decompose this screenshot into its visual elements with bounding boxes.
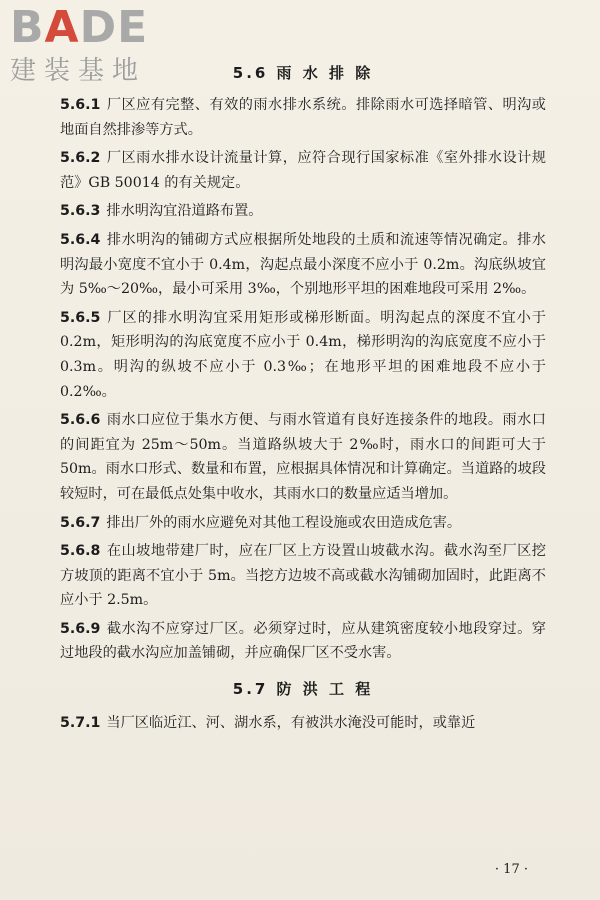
- clause-5-6-5: 5.6.5 厂区的排水明沟宜采用矩形或梯形断面。明沟起点的深度不宜小于 0.2m，矩形明沟的沟底宽度不应小于 0.4m，梯形明沟的沟底宽度不应小于 0.3m。明沟的纵坡不应小于 0.3‰；在地形平坦的困难地段不应小于 0.2‰。: [60, 309, 546, 400]
- section-title-5-6: 5.6 雨 水 排 除: [232, 64, 374, 82]
- clause-5-6-8: 5.6.8 在山坡地带建厂时，应在厂区上方设置山坡截水沟。截水沟至厂区挖方坡顶的距离不宜小于 5m。当挖方边坡不高或截水沟铺砌加固时，此距离不应小于 2.5m。: [60, 543, 546, 609]
- clause-5-6-7: 5.6.7 排出厂外的雨水应避免对其他工程设施或农田造成危害。: [60, 514, 462, 531]
- clause-5-6-4: 5.6.4 排水明沟的铺砌方式应根据所处地段的土质和流速等情况确定。排水明沟最小宽度不宜小于 0.4m，沟起点最小深度不应小于 0.2m。沟底纵坡宜为 5‰～20‰，最小可采用 3‰，个别地形平坦的困难地段可采用 2‰。: [60, 231, 546, 298]
- document-content: [60, 62, 546, 740]
- clause-5-6-1: 5.6.1 厂区应有完整、有效的雨水排水系统。排除雨水可选择暗管、明沟或地面自然排渗等方式。: [60, 97, 546, 138]
- logo-brand: BADE: [10, 2, 149, 53]
- logo-accent-letter: A: [44, 2, 80, 53]
- clause-5-6-3: 5.6.3 排水明沟宜沿道路布置。: [60, 203, 263, 220]
- logo-subtitle: 建装基地: [10, 56, 147, 86]
- clause-5-7-1: 5.7.1 当厂区临近江、河、湖水系，有被洪水淹没可能时，或靠近: [60, 715, 476, 732]
- section-title-5-7: 5.7 防 洪 工 程: [232, 680, 374, 699]
- clause-5-6-9: 5.6.9 截水沟不应穿过厂区。必须穿过时，应从建筑密度较小地段穿过。穿过地段的截水沟应加盖铺砌，并应确保厂区不受水害。: [60, 620, 546, 662]
- clause-5-6-6: 5.6.6 雨水口应位于集水方便、与雨水管道有良好连接条件的地段。雨水口的间距宜为 25m～50m。当道路纵坡大于 2‰时，雨水口的间距可大于 50m。雨水口形式、数量和布置，应根据具体情况和计算确定。当道路的坡段较短时，可在最低点处集中收水，其雨水口的数量应适当增加。: [60, 412, 546, 502]
- clause-5-6-2: 5.6.2 厂区雨水排水设计流量计算，应符合现行国家标准《室外排水设计规范》GB 50014 的有关规定。: [60, 150, 546, 191]
- page-number: · 17 ·: [494, 862, 528, 877]
